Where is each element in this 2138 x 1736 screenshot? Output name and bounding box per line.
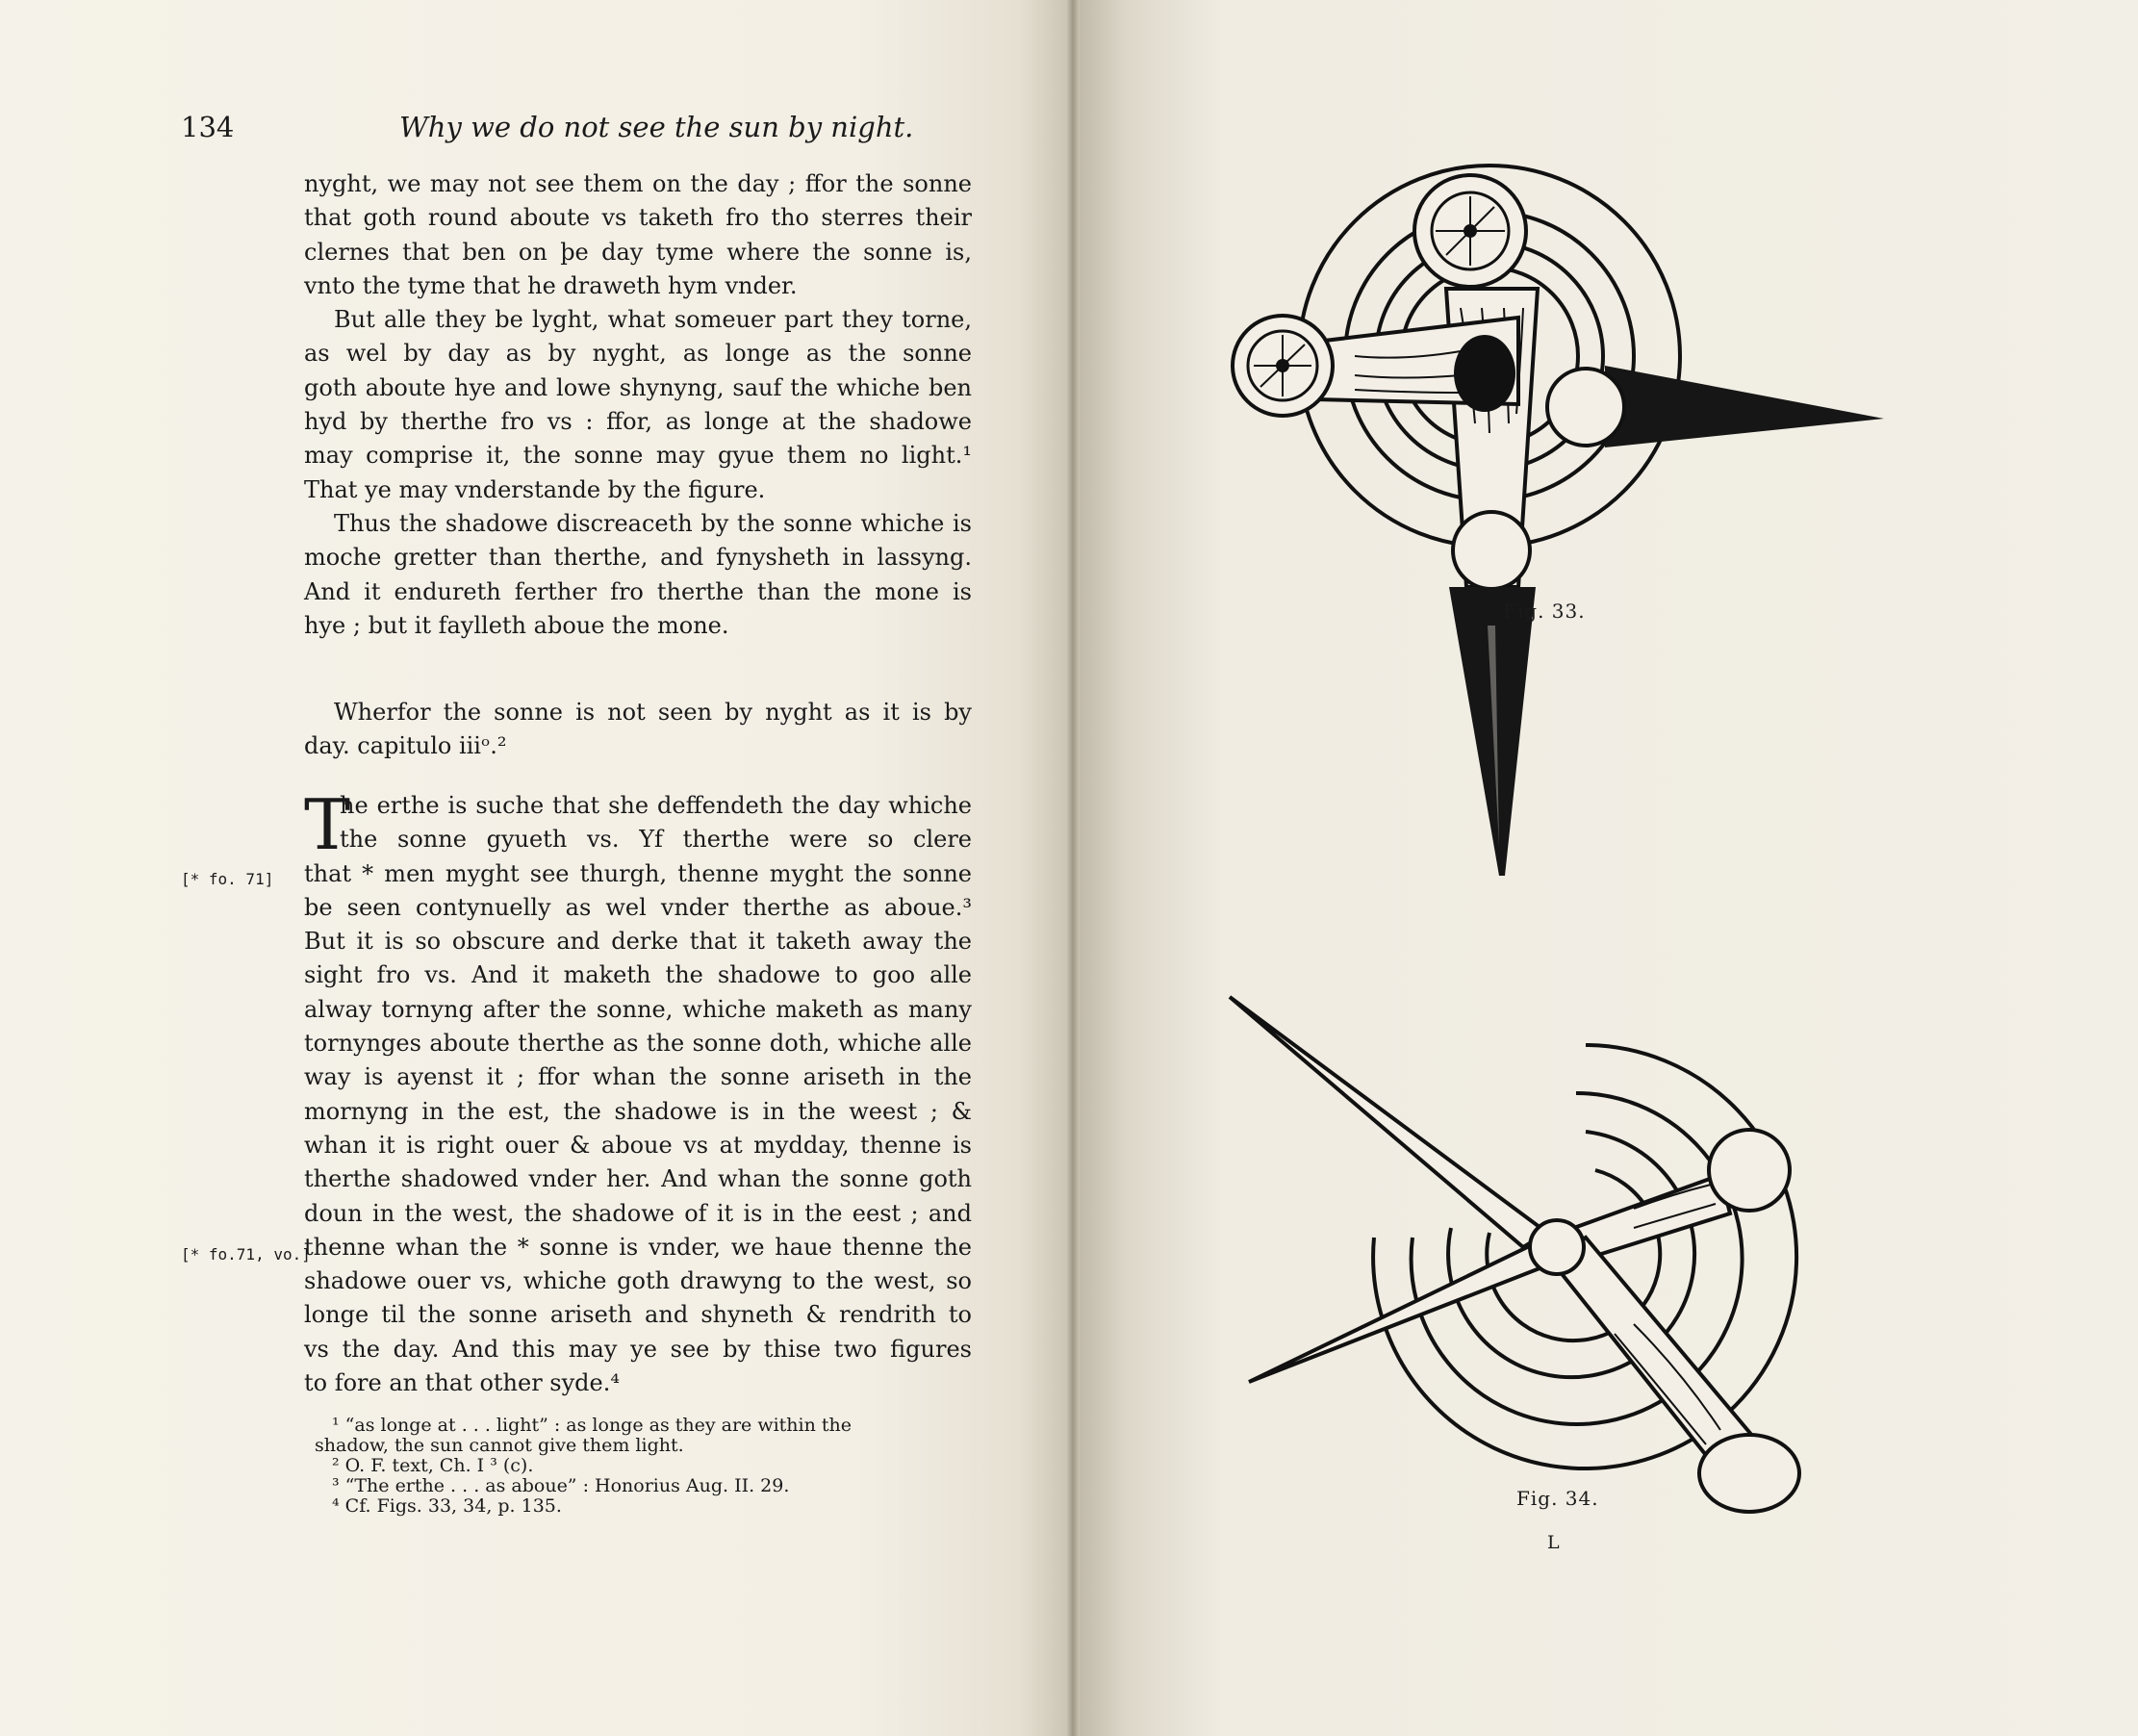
text-line: as wel by day as by nyght, as longe as the sonne: [304, 340, 972, 368]
body-text-top: [304, 167, 972, 643]
text-line: doun in the west, the shadowe of it is in the eest ; and: [304, 1199, 972, 1227]
signature-mark: L: [1547, 1532, 1560, 1553]
text-line: hyd by therthe fro vs : ffor, as longe at the shadowe: [304, 408, 972, 436]
book-gutter: [1066, 0, 1080, 1736]
text-line: Thus the shadowe discreaceth by the sonne whiche is: [334, 509, 972, 537]
text-line: moche gretter than therthe, and fynysheth in lassyng.: [304, 544, 972, 572]
text-line: And it endureth ferther fro therthe than the mone is: [304, 577, 972, 605]
text-line: way is ayenst it ; ffor whan the sonne ariseth in the: [304, 1063, 972, 1091]
text-line: That ye may vnderstande by the figure.: [304, 475, 766, 503]
text-line: to fore an that other syde.⁴: [304, 1369, 620, 1397]
text-line: therthe shadowed vnder her. And whan the sonne goth: [304, 1165, 972, 1193]
heading-line: Wherfor the sonne is not seen by nyght as it is by: [334, 699, 972, 726]
text-line: he erthe is suche that she deffendeth the day whiche: [340, 792, 972, 819]
footnote: ⁴ Cf. Figs. 33, 34, p. 135.: [332, 1495, 562, 1517]
text-line: be seen contynuelly as wel vnder therthe as aboue.³: [304, 893, 972, 921]
text-line: longe til the sonne ariseth and shyneth & rendrith to: [304, 1301, 972, 1329]
text-line: clernes that ben on þe day tyme where the sonne is,: [304, 238, 972, 266]
text-line: nyght, we may not see them on the day ; ffor the sonne: [304, 170, 972, 197]
figure-33: [1230, 173, 1903, 885]
footnote: ³ “The erthe . . . as aboue” : Honorius Aug. II. 29.: [332, 1475, 790, 1496]
heading-line: day. capitulo iiiᵒ.²: [304, 732, 507, 760]
figure-34: [1230, 987, 1903, 1526]
footnote: ¹ “as longe at . . . light” : as longe as they are within the: [332, 1415, 853, 1436]
text-line: whan it is right ouer & aboue vs at mydday, thenne is: [304, 1131, 972, 1159]
text-line: vnto the tyme that he draweth hym vnder.: [304, 271, 798, 299]
text-line: But alle they be lyght, what someuer part they torne,: [334, 306, 972, 334]
drop-cap: T: [304, 784, 351, 865]
text-line: thenne whan the * sonne is vnder, we haue thenne the: [304, 1233, 972, 1261]
margin-note: [* fo.71, vo.]: [181, 1245, 311, 1264]
text-line: vs the day. And this may ye see by thise two figures: [304, 1335, 972, 1363]
figure-34-caption: Fig. 34.: [1516, 1487, 1599, 1510]
text-line: shadowe ouer vs, whiche goth drawyng to the west, so: [304, 1267, 972, 1295]
text-line: But it is so obscure and derke that it taketh away the: [304, 928, 972, 956]
page-number: 134: [181, 111, 235, 143]
footnote: ² O. F. text, Ch. I ³ (c).: [332, 1455, 534, 1476]
text-line: that * men myght see thurgh, thenne myght the sonne: [304, 859, 972, 887]
text-line: hye ; but it faylleth aboue the mone.: [304, 611, 729, 639]
text-line: goth aboute hye and lowe shynyng, sauf the whiche ben: [304, 373, 972, 401]
text-line: may comprise it, the sonne may gyue them no light.¹: [304, 442, 972, 470]
text-line: sight fro vs. And it maketh the shadowe to goo alle: [304, 961, 972, 989]
footnotes: [315, 1415, 977, 1517]
text-line: the sonne gyueth vs. Yf therthe were so clere: [340, 826, 972, 854]
chapter-text: [304, 784, 972, 1400]
text-line: that goth round aboute vs taketh fro tho sterres their: [304, 204, 972, 232]
running-head: Why we do not see the sun by night.: [399, 111, 914, 143]
text-line: alway tornyng after the sonne, whiche maketh as many: [304, 995, 972, 1023]
footnote: shadow, the sun cannot give them light.: [315, 1435, 684, 1456]
figure-33-caption: Fig. 33.: [1503, 600, 1586, 623]
text-line: mornyng in the est, the shadowe is in the weest ; &: [304, 1097, 972, 1125]
text-line: tornynges aboute therthe as the sonne doth, whiche alle: [304, 1030, 972, 1058]
chapter-heading: [304, 696, 972, 764]
margin-note: [* fo. 71]: [181, 870, 274, 888]
